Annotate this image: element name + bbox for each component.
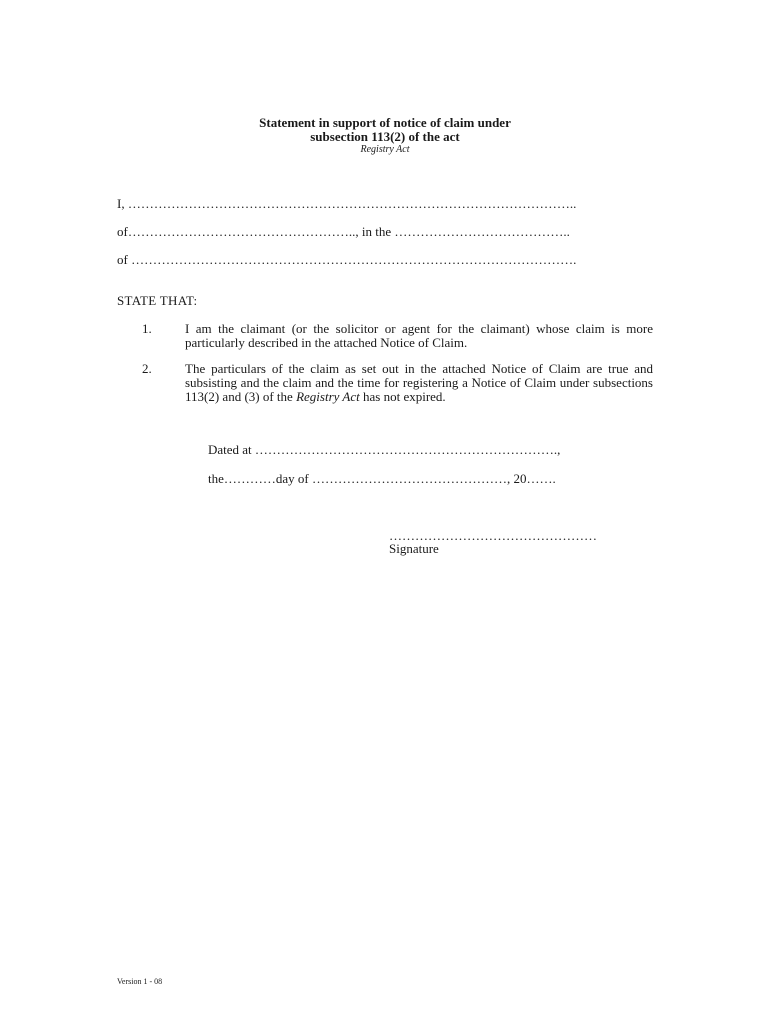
registry-act-italic: Registry Act	[296, 389, 360, 404]
occupation-line: of ………………………………………………………………………………………….	[117, 252, 577, 267]
address-line	[117, 224, 570, 240]
title-line-2: subsection 113(2) of the act	[310, 129, 460, 144]
state-heading: STATE THAT:	[117, 293, 198, 308]
day-of-line: the…………day of ………………………………………, 20…….	[208, 471, 556, 486]
signature-label: Signature	[389, 541, 439, 556]
name-line: I, …………………………………………………………………………………………..	[117, 196, 577, 211]
item-number: 1.	[142, 321, 152, 336]
signature-line: …………………………………………	[389, 528, 597, 543]
item-number: 2.	[142, 361, 152, 376]
item-text: I am the claimant (or the solicitor or agent for the claimant) whose claim is more particularly described in the attached Notice of Claim.	[185, 321, 653, 350]
address-in-field: in the …………………………………..	[361, 224, 570, 239]
version-footer: Version 1 - 08	[117, 977, 163, 986]
address-of-field: of……………………………………………..,	[117, 224, 359, 239]
dated-at-line: Dated at …………………………………………………………….,	[208, 442, 561, 457]
item-text: The particulars of the claim as set out in the attached Notice of Claim are true and subsisting and the claim and the time for registering a Notice of Claim under subsections 113(2) and (3) of the Registry Act has not expired.	[185, 361, 653, 404]
subtitle: Registry Act	[360, 144, 410, 155]
title-line-1: Statement in support of notice of claim under	[259, 115, 511, 130]
title-block	[0, 116, 770, 156]
